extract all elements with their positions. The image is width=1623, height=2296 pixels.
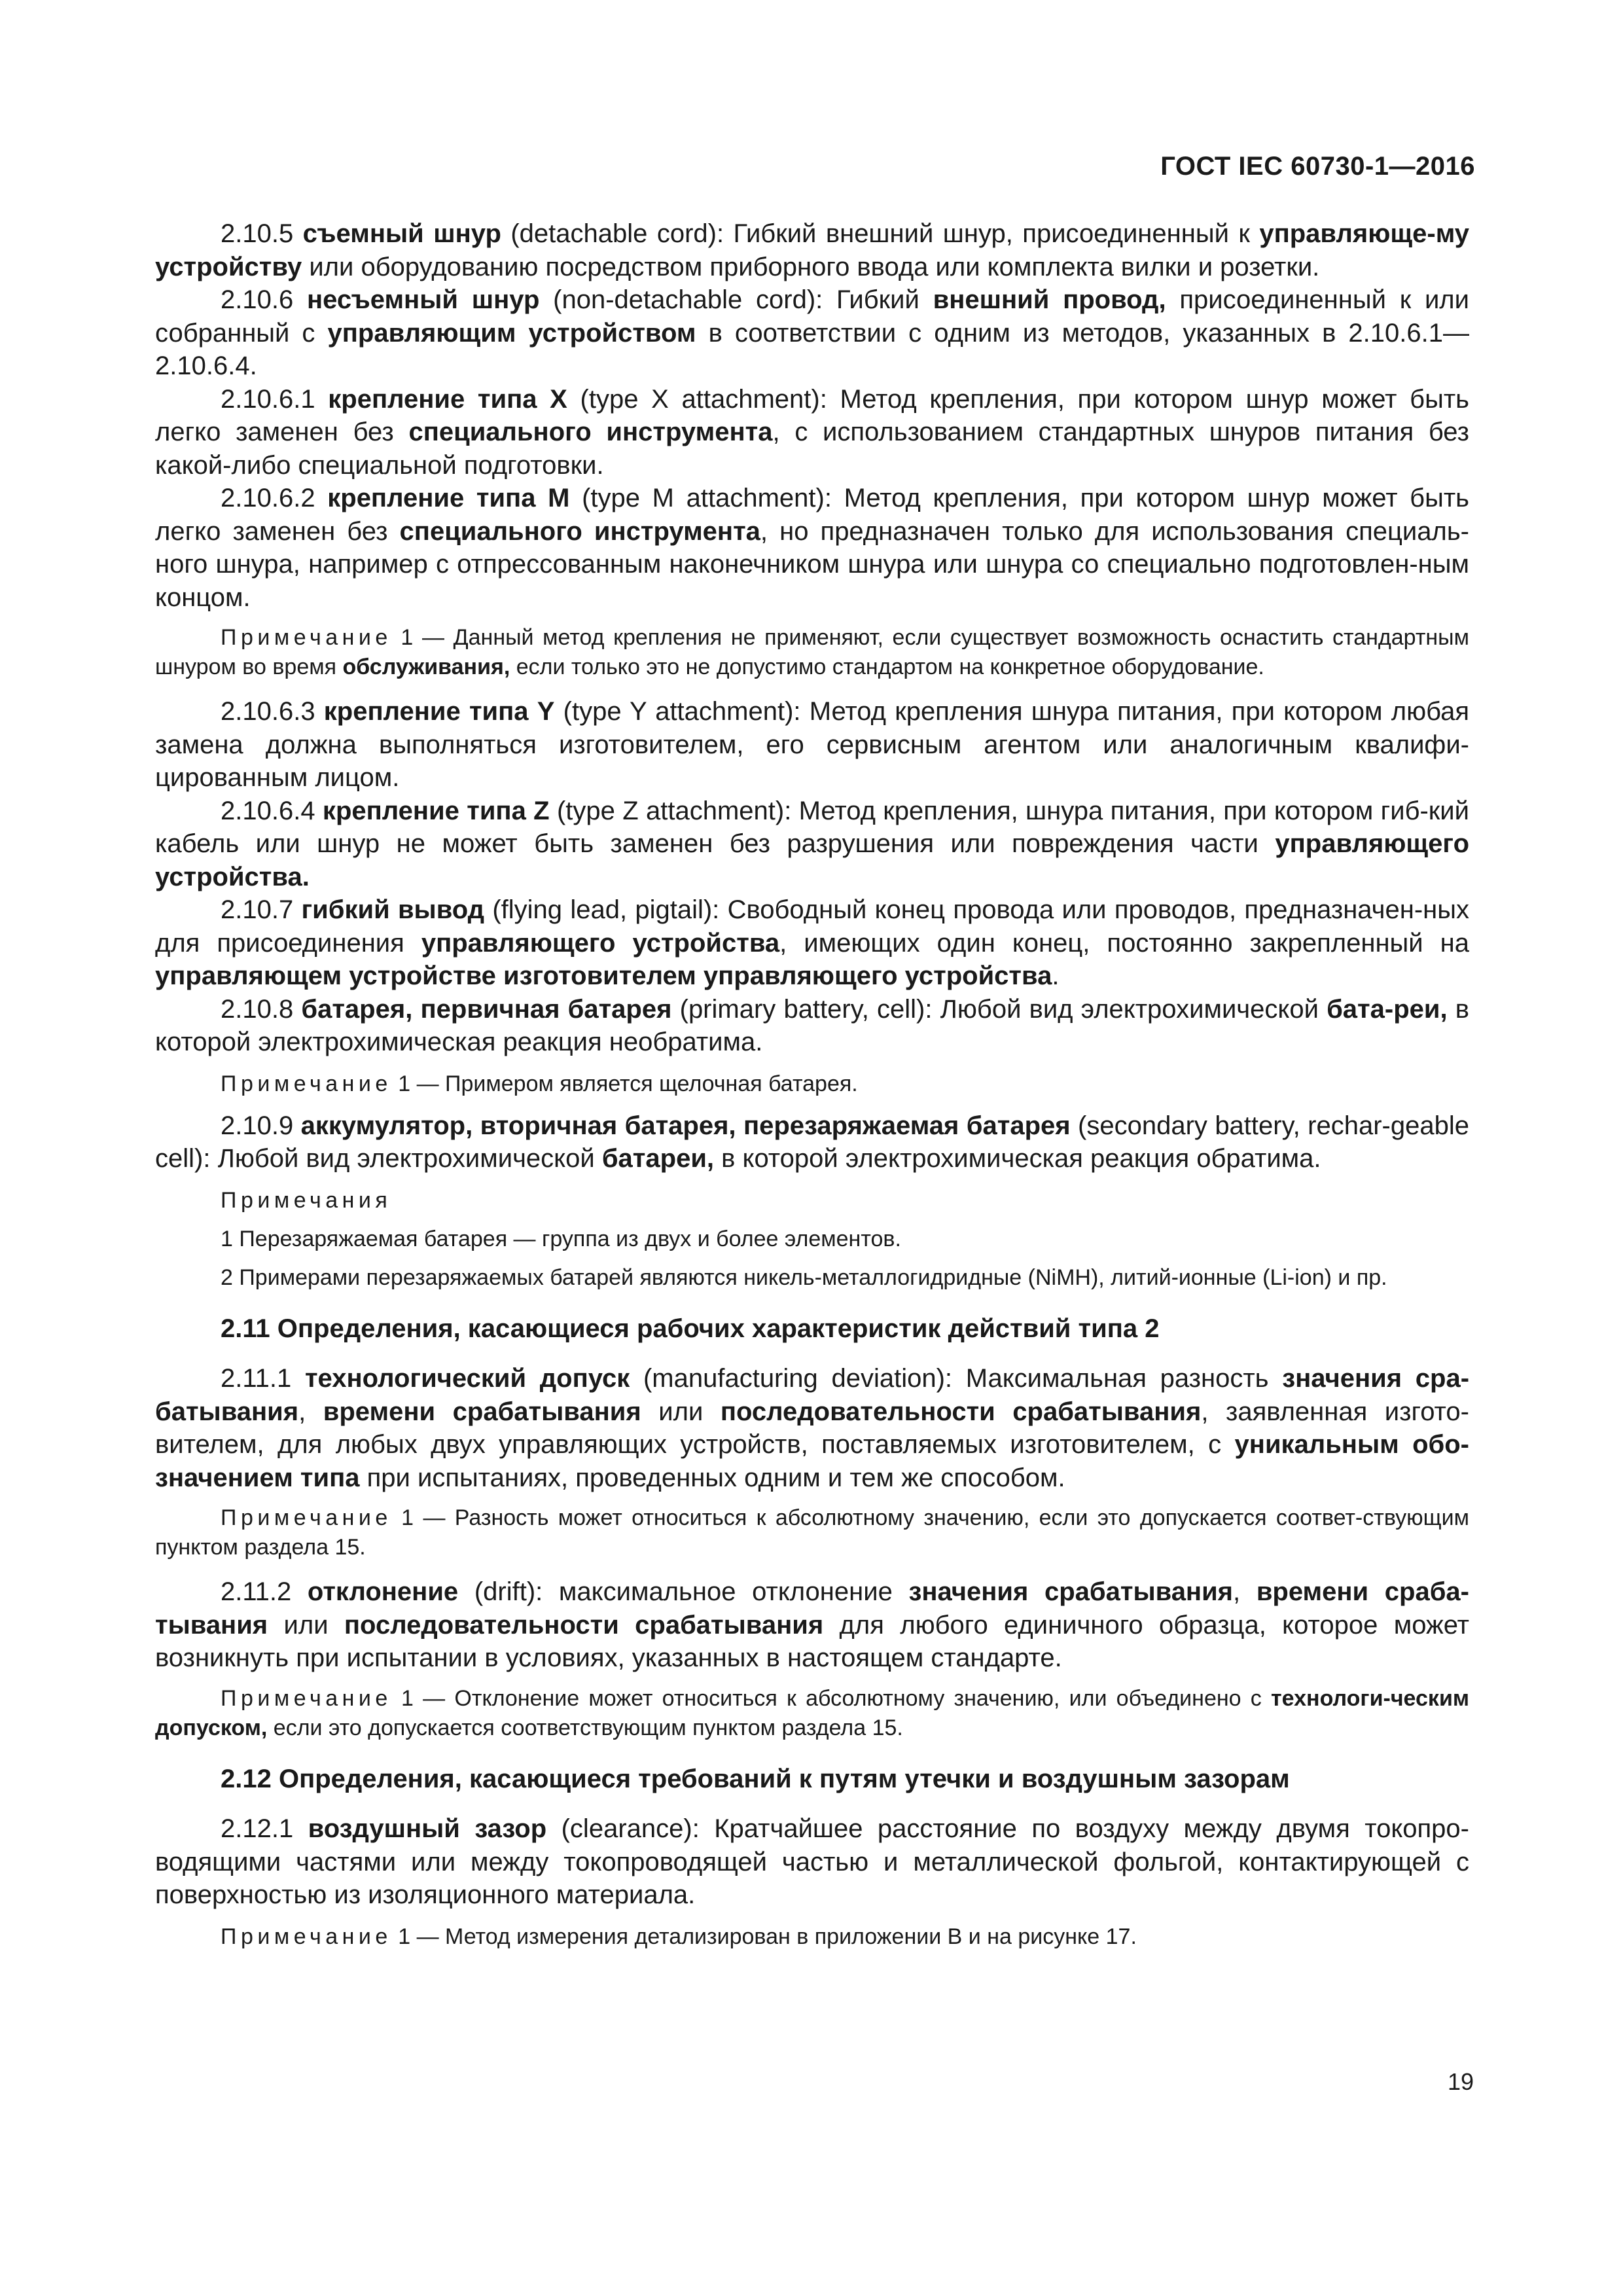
clause-number: 2.10.8 bbox=[221, 994, 302, 1024]
definition-2-10-7: 2.10.7 гибкий вывод (flying lead, pigtail): Свободный конец провода или проводов, предназначен-ных для присоединения управляющего устройства, имеющих один конец, постоянно закрепленный на управляющем устройстве изготовителем управляющего устройства. bbox=[155, 895, 1470, 990]
note-2-12-1: Примечание 1 — Метод измерения детализирован в приложении В и на рисунке 17. bbox=[221, 1924, 1137, 1949]
definition-2-10-6-1: 2.10.6.1 крепление типа X (type X attachment): Метод крепления, при котором шнур может быть легко заменен без специального инструмента, с использованием стандартных шнуров питания без какой-либо специальной подготовки. bbox=[155, 384, 1470, 480]
page-content bbox=[155, 217, 1469, 1962]
definition-2-10-6: 2.10.6 несъемный шнур (non-detachable cord): Гибкий внешний провод, присоединенный к или собранный с управляющим устройством в соответствии с одним из методов, указанных в 2.10.6.1—2.10.6.4. bbox=[155, 285, 1469, 380]
definition-2-12-1: 2.12.1 воздушный зазор (clearance): Кратчайшее расстояние по воздуху между двумя токопро-водящими частями или между токопроводящей частью и металлической фольгой, контактирующей с поверхностью из изоляционного материала. bbox=[155, 1814, 1469, 1909]
note-2-11-1: Примечание 1 — Разность может относиться к абсолютному значению, если это допускается соответ-ствующим пунктом раздела 15. bbox=[155, 1505, 1469, 1560]
clause-number: 2.10.6.3 bbox=[221, 697, 324, 726]
page-number: 19 bbox=[1447, 2068, 1474, 2095]
note-item-2: 2 Примерами перезаряжаемых батарей являются никель-металлогидридные (NiMH), литий-ионные (Li-ion) и пр. bbox=[221, 1265, 1387, 1290]
clause-number: 2.10.6.4 bbox=[221, 796, 323, 825]
term: крепление типа Y bbox=[323, 697, 555, 726]
section-title-2-11: 2.11 Определения, касающиеся рабочих характеристик действий типа 2 bbox=[221, 1314, 1160, 1343]
term: крепление типа X bbox=[328, 384, 567, 414]
clause-number: 2.10.5 bbox=[221, 219, 303, 248]
definition-2-10-9: 2.10.9 аккумулятор, вторичная батарея, перезаряжаемая батарея (secondary battery, rechar-geable cell): Любой вид электрохимической батареи, в которой электрохимическая реакция обратима. bbox=[155, 1111, 1469, 1173]
clause-number: 2.11.2 bbox=[221, 1577, 308, 1606]
term: воздушный зазор bbox=[308, 1814, 547, 1843]
notes-title-2-10-9: Примечания bbox=[221, 1187, 392, 1213]
definition-2-10-8: 2.10.8 батарея, первичная батарея (primary battery, cell): Любой вид электрохимической бата-реи, в которой электрохимическая реакция необратима. bbox=[155, 994, 1470, 1056]
note-label: Примечание bbox=[221, 1685, 392, 1711]
note-label: Примечание bbox=[221, 1071, 392, 1096]
definition-2-11-1: 2.11.1 технологический допуск (manufacturing deviation): Максимальная разность значения сра-батывания, времени срабатывания или последовательности срабатывания, заявленная изгото-вителем, для любых двух управляющих устройств, поставляемых изготовителем, с уникальным обо-значением типа при испытаниях, проведенных одним и тем же способом. bbox=[155, 1364, 1470, 1492]
note-item-1: 1 Перезаряжаемая батарея — группа из двух и более элементов. bbox=[221, 1226, 901, 1251]
term: гибкий вывод bbox=[301, 895, 485, 924]
clause-number: 2.11.1 bbox=[221, 1364, 305, 1393]
document-header: ГОСТ IEC 60730-1—2016 bbox=[1160, 152, 1475, 181]
clause-number: 2.12.1 bbox=[221, 1814, 308, 1843]
note-2-10-6-2: Примечание 1 — Данный метод крепления не применяют, если существует возможность оснастить стандартным шнуром во время обслуживания, если только это не допустимо стандартом на конкретное оборудование. bbox=[155, 625, 1469, 679]
term: съемный шнур bbox=[302, 219, 501, 248]
section-title-2-12: 2.12 Определения, касающиеся требований к путям утечки и воздушным зазорам bbox=[221, 1764, 1290, 1793]
term: технологический допуск bbox=[304, 1364, 630, 1393]
definition-2-10-6-3: 2.10.6.3 крепление типа Y (type Y attachment): Метод крепления шнура питания, при котором любая замена должна выполняться изготовителем, его сервисным агентом или аналогичным квалифи-цированным лицом. bbox=[155, 697, 1469, 792]
clause-number: 2.10.9 bbox=[221, 1111, 301, 1140]
note-label: Примечание bbox=[221, 625, 392, 650]
clause-number: 2.10.6 bbox=[221, 285, 307, 314]
clause-number: 2.10.7 bbox=[221, 895, 302, 924]
term: аккумулятор, вторичная батарея, перезаряжаемая батарея bbox=[300, 1111, 1071, 1140]
clause-number: 2.10.6.1 bbox=[221, 384, 329, 414]
definition-2-11-2: 2.11.2 отклонение (drift): максимальное отклонение значения срабатывания, времени сраба-тывания или последовательности срабатывания для любого единичного образца, которое может возникнуть при испытании в условиях, указанных в настоящем стандарте. bbox=[155, 1577, 1469, 1672]
term: батарея, первичная батарея bbox=[301, 994, 672, 1024]
note-2-11-2: Примечание 1 — Отклонение может относиться к абсолютному значению, или объединено с технологи-ческим допуском, если это допускается соответствующим пунктом раздела 15. bbox=[155, 1685, 1469, 1740]
term: отклонение bbox=[307, 1577, 459, 1606]
clause-number: 2.10.6.2 bbox=[221, 484, 328, 512]
definition-2-10-5: 2.10.5 съемный шнур (detachable cord): Гибкий внешний шнур, присоединенный к управляюще-му устройству или оборудованию посредством приборного ввода или комплекта вилки и розетки. bbox=[155, 219, 1470, 281]
note-2-10-8: Примечание 1 — Примером является щелочная батарея. bbox=[221, 1071, 858, 1096]
term: крепление типа Z bbox=[322, 796, 550, 825]
term: несъемный шнур bbox=[306, 285, 540, 314]
note-label: Примечание bbox=[221, 1505, 392, 1530]
term: крепление типа M bbox=[327, 484, 570, 512]
definition-2-10-6-2: 2.10.6.2 крепление типа M (type M attachment): Метод крепления, при котором шнур может быть легко заменен без специального инструмента, но предназначен только для использования специаль-ного шнура, например с отпрессованным наконечником шнура или шнура со специально подготовлен-ным концом. bbox=[155, 484, 1470, 612]
note-label: Примечание bbox=[221, 1924, 392, 1949]
definition-2-10-6-4: 2.10.6.4 крепление типа Z (type Z attachment): Метод крепления, шнура питания, при котором гиб-кий кабель или шнур не может быть заменен без разрушения или повреждения части управляющего устройства. bbox=[155, 796, 1469, 891]
